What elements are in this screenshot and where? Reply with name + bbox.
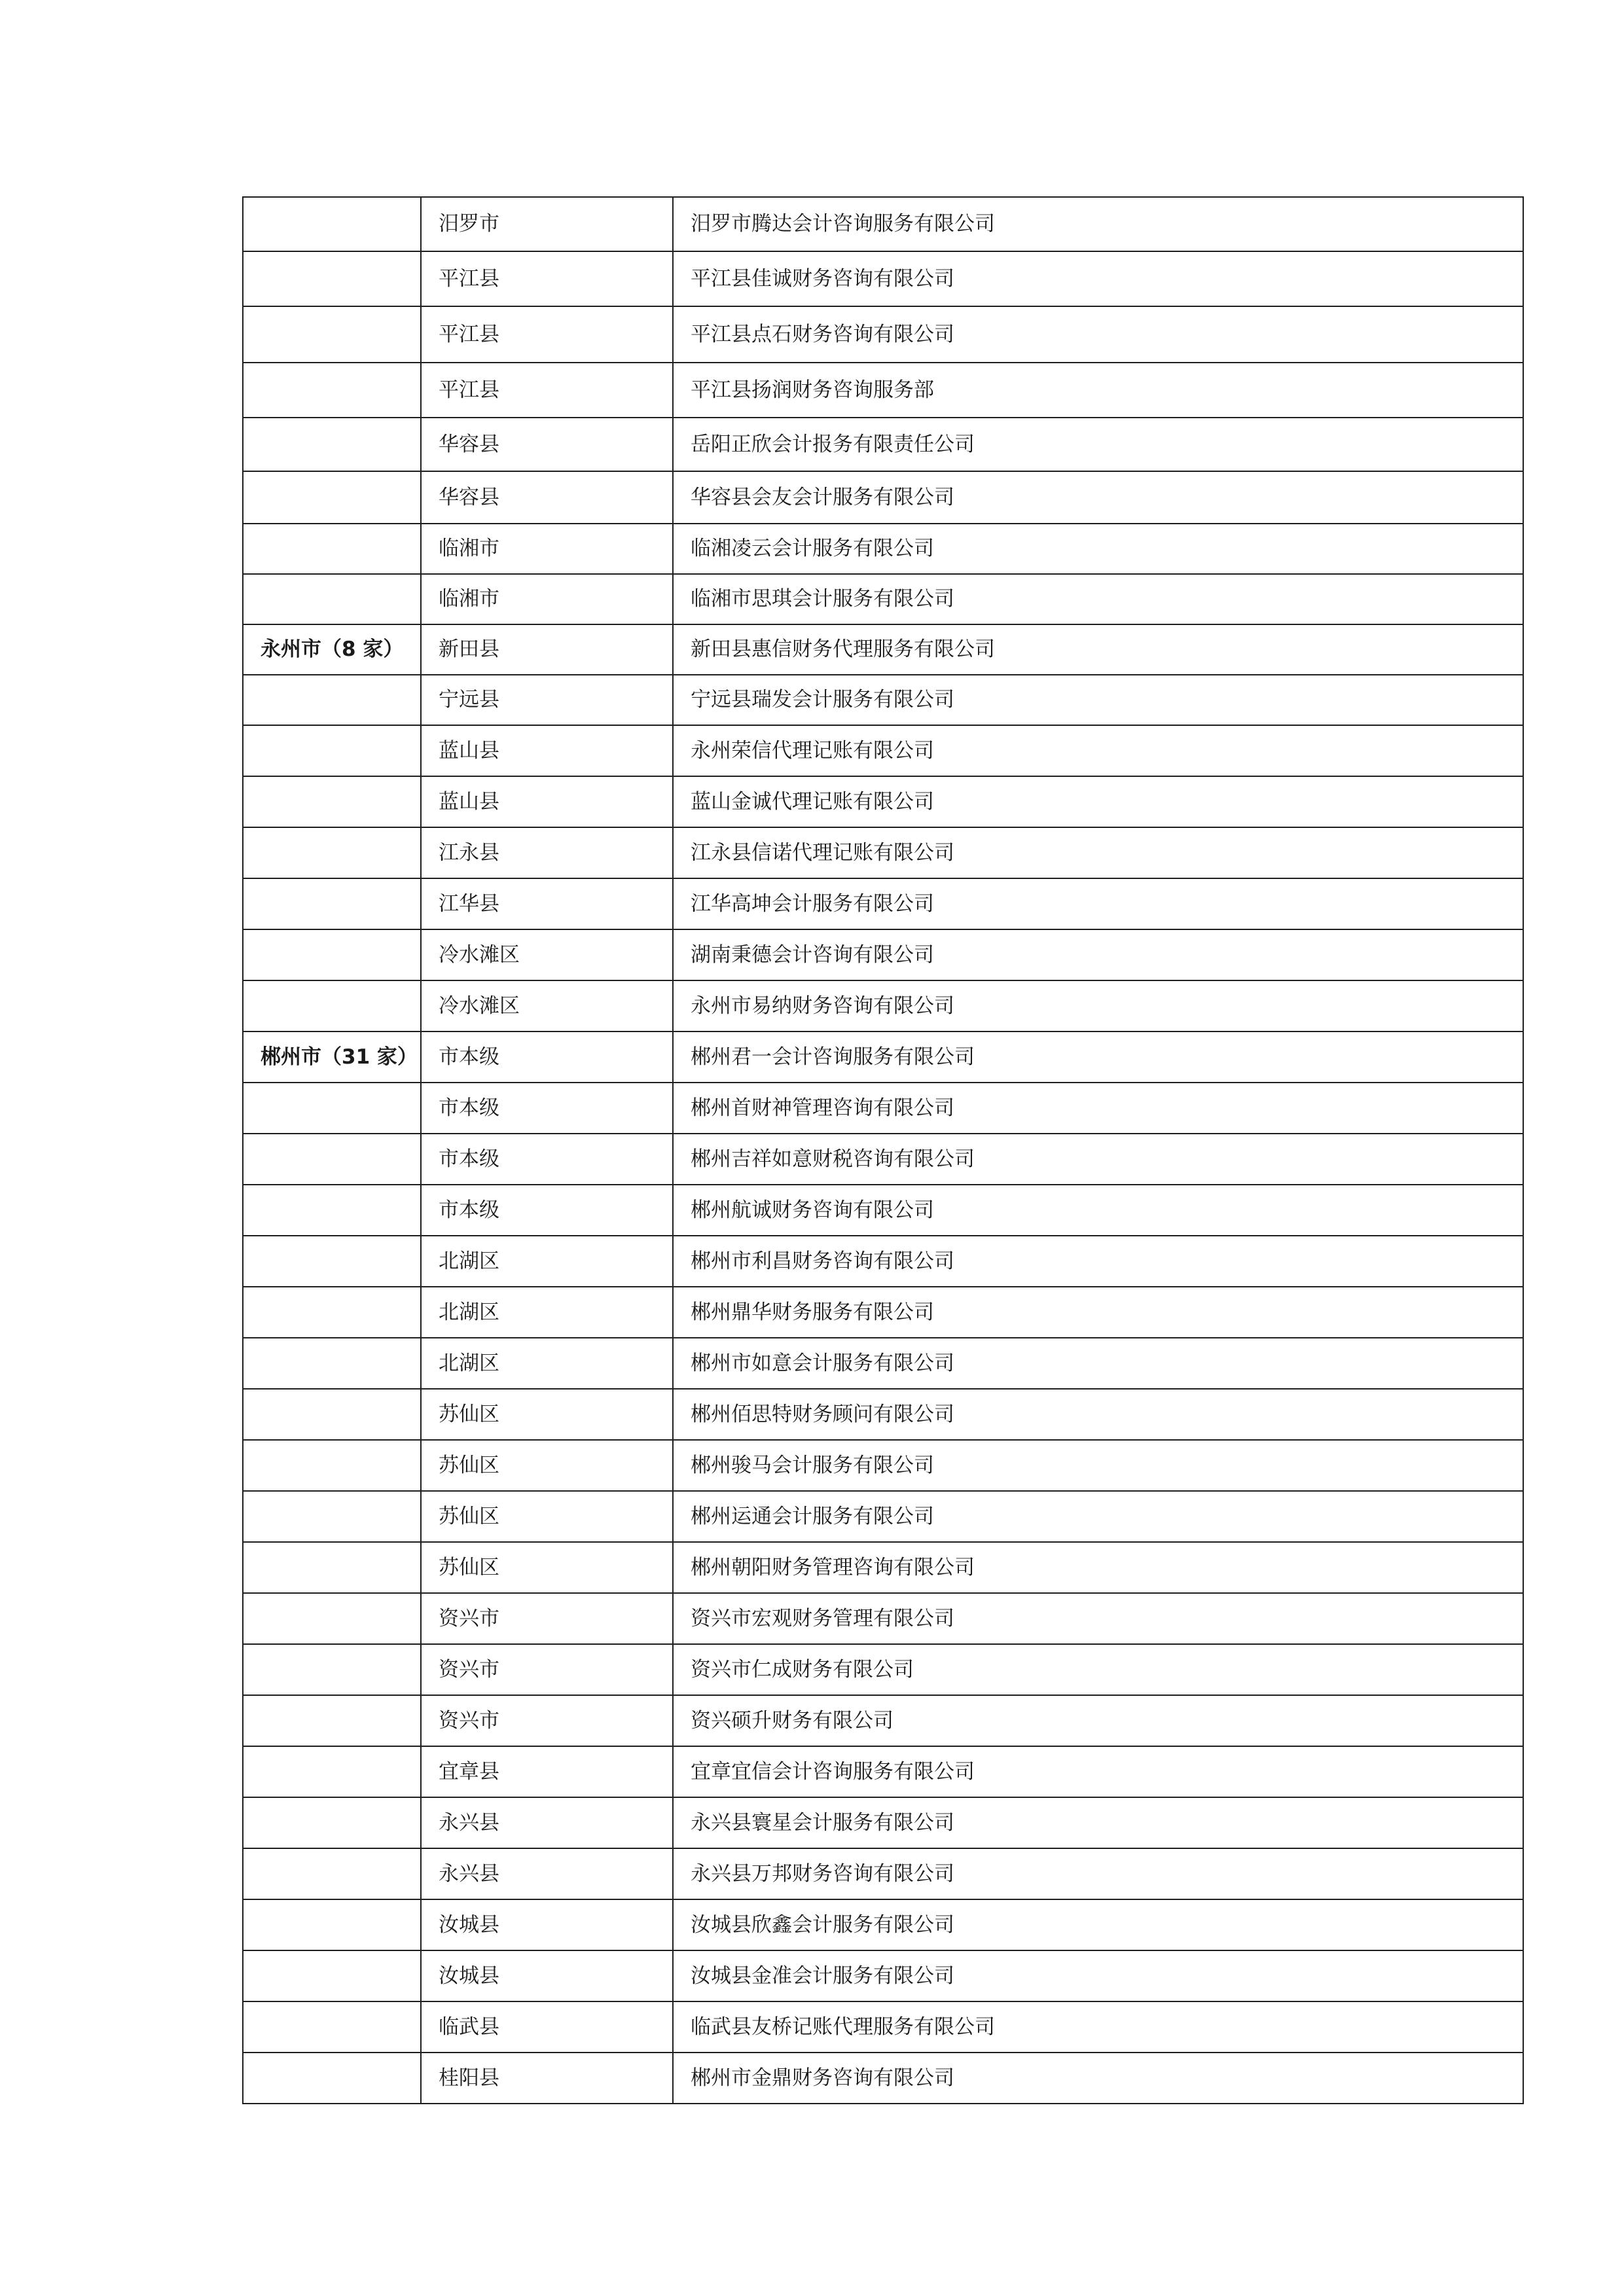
- county-cell: 临武县: [421, 2001, 673, 2053]
- company-cell: 资兴硕升财务有限公司: [673, 1695, 1523, 1746]
- county-cell: 冷水滩区: [421, 980, 673, 1031]
- county-cell: 苏仙区: [421, 1389, 673, 1440]
- city-cell: [243, 1338, 421, 1389]
- table-row: [243, 1287, 1523, 1338]
- table-row: [243, 1899, 1523, 1950]
- city-cell: [243, 1797, 421, 1848]
- company-cell: 汝城县欣鑫会计服务有限公司: [673, 1899, 1523, 1950]
- company-cell: 郴州鼎华财务服务有限公司: [673, 1287, 1523, 1338]
- county-cell: 永兴县: [421, 1797, 673, 1848]
- county-cell: 市本级: [421, 1185, 673, 1236]
- city-cell: [243, 878, 421, 929]
- county-cell: 蓝山县: [421, 776, 673, 827]
- county-cell: 永兴县: [421, 1848, 673, 1899]
- table-row: [243, 1134, 1523, 1185]
- county-cell: 北湖区: [421, 1236, 673, 1287]
- city-cell: [243, 675, 421, 725]
- table-row: [243, 1644, 1523, 1695]
- company-cell: 岳阳正欣会计报务有限责任公司: [673, 418, 1523, 471]
- county-cell: 宜章县: [421, 1746, 673, 1797]
- table-row: [243, 1695, 1523, 1746]
- city-cell: [243, 929, 421, 980]
- county-cell: 蓝山县: [421, 725, 673, 776]
- table-row: [243, 1542, 1523, 1593]
- table-row: [243, 1083, 1523, 1134]
- company-cell: 平江县点石财务咨询有限公司: [673, 306, 1523, 363]
- table-row: [243, 2001, 1523, 2053]
- county-cell: 桂阳县: [421, 2053, 673, 2104]
- table-row: [243, 1389, 1523, 1440]
- city-cell: [243, 1644, 421, 1695]
- city-cell: [243, 574, 421, 624]
- table-row: [243, 306, 1523, 363]
- city-cell: [243, 1593, 421, 1644]
- table-row: [243, 675, 1523, 725]
- company-cell: 湖南秉德会计咨询有限公司: [673, 929, 1523, 980]
- company-cell: 永兴县万邦财务咨询有限公司: [673, 1848, 1523, 1899]
- city-cell: [243, 725, 421, 776]
- company-cell: 郴州市利昌财务咨询有限公司: [673, 1236, 1523, 1287]
- company-cell: 平江县佳诚财务咨询有限公司: [673, 251, 1523, 306]
- table-row: [243, 980, 1523, 1031]
- county-cell: 新田县: [421, 624, 673, 675]
- county-cell: 市本级: [421, 1134, 673, 1185]
- company-cell: 郴州吉祥如意财税咨询有限公司: [673, 1134, 1523, 1185]
- city-cell: [243, 1542, 421, 1593]
- company-cell: 临湘凌云会计服务有限公司: [673, 524, 1523, 574]
- company-cell: 江永县信诺代理记账有限公司: [673, 827, 1523, 878]
- city-cell: [243, 197, 421, 251]
- city-cell: [243, 1746, 421, 1797]
- document-page: [242, 196, 1523, 2104]
- company-cell: 郴州君一会计咨询服务有限公司: [673, 1031, 1523, 1083]
- city-cell: [243, 1389, 421, 1440]
- county-cell: 市本级: [421, 1083, 673, 1134]
- table-row: [243, 363, 1523, 418]
- city-cell: [243, 363, 421, 418]
- city-cell: [243, 1134, 421, 1185]
- county-cell: 汝城县: [421, 1950, 673, 2001]
- city-cell: [243, 524, 421, 574]
- county-cell: 江华县: [421, 878, 673, 929]
- company-cell: 郴州市金鼎财务咨询有限公司: [673, 2053, 1523, 2104]
- table-row: [243, 776, 1523, 827]
- table-row: [243, 197, 1523, 251]
- company-cell: 郴州航诚财务咨询有限公司: [673, 1185, 1523, 1236]
- table-row: [243, 1848, 1523, 1899]
- city-cell: [243, 251, 421, 306]
- table-row: [243, 1338, 1523, 1389]
- city-cell: [243, 1287, 421, 1338]
- city-cell: [243, 1185, 421, 1236]
- county-cell: 苏仙区: [421, 1440, 673, 1491]
- county-cell: 平江县: [421, 306, 673, 363]
- company-cell: 汝城县金准会计服务有限公司: [673, 1950, 1523, 2001]
- table-row: [243, 929, 1523, 980]
- county-cell: 资兴市: [421, 1695, 673, 1746]
- company-cell: 郴州骏马会计服务有限公司: [673, 1440, 1523, 1491]
- county-cell: 资兴市: [421, 1593, 673, 1644]
- county-cell: 临湘市: [421, 574, 673, 624]
- company-cell: 郴州佰思特财务顾问有限公司: [673, 1389, 1523, 1440]
- table-row: [243, 1491, 1523, 1542]
- table-row: [243, 1950, 1523, 2001]
- company-cell: 汨罗市腾达会计咨询服务有限公司: [673, 197, 1523, 251]
- county-cell: 苏仙区: [421, 1542, 673, 1593]
- county-cell: 汨罗市: [421, 197, 673, 251]
- county-cell: 平江县: [421, 363, 673, 418]
- company-cell: 宁远县瑞发会计服务有限公司: [673, 675, 1523, 725]
- company-cell: 资兴市仁成财务有限公司: [673, 1644, 1523, 1695]
- city-cell: 郴州市（31 家）: [243, 1031, 421, 1083]
- table-row: [243, 1440, 1523, 1491]
- company-cell: 新田县惠信财务代理服务有限公司: [673, 624, 1523, 675]
- company-cell: 平江县扬润财务咨询服务部: [673, 363, 1523, 418]
- county-cell: 江永县: [421, 827, 673, 878]
- county-cell: 冷水滩区: [421, 929, 673, 980]
- county-cell: 平江县: [421, 251, 673, 306]
- city-cell: [243, 471, 421, 524]
- company-cell: 郴州市如意会计服务有限公司: [673, 1338, 1523, 1389]
- table-row: [243, 1236, 1523, 1287]
- table-row: [243, 878, 1523, 929]
- city-cell: [243, 2053, 421, 2104]
- city-cell: [243, 2001, 421, 2053]
- city-cell: [243, 1899, 421, 1950]
- table-row: [243, 471, 1523, 524]
- table-row: [243, 725, 1523, 776]
- company-cell: 永州荣信代理记账有限公司: [673, 725, 1523, 776]
- company-cell: 永兴县寰星会计服务有限公司: [673, 1797, 1523, 1848]
- county-cell: 市本级: [421, 1031, 673, 1083]
- company-cell: 临湘市思琪会计服务有限公司: [673, 574, 1523, 624]
- table-row: [243, 624, 1523, 675]
- company-cell: 华容县会友会计服务有限公司: [673, 471, 1523, 524]
- city-cell: [243, 1848, 421, 1899]
- city-cell: [243, 1695, 421, 1746]
- company-cell: 郴州运通会计服务有限公司: [673, 1491, 1523, 1542]
- city-cell: [243, 418, 421, 471]
- city-cell: [243, 1083, 421, 1134]
- agency-table-body: [243, 197, 1523, 2104]
- county-cell: 华容县: [421, 418, 673, 471]
- city-cell: [243, 1236, 421, 1287]
- county-cell: 苏仙区: [421, 1491, 673, 1542]
- table-row: [243, 524, 1523, 574]
- county-cell: 汝城县: [421, 1899, 673, 1950]
- county-cell: 资兴市: [421, 1644, 673, 1695]
- table-row: [243, 1797, 1523, 1848]
- city-cell: [243, 1950, 421, 2001]
- county-cell: 临湘市: [421, 524, 673, 574]
- city-cell: [243, 776, 421, 827]
- county-cell: 华容县: [421, 471, 673, 524]
- company-cell: 临武县友桥记账代理服务有限公司: [673, 2001, 1523, 2053]
- company-cell: 资兴市宏观财务管理有限公司: [673, 1593, 1523, 1644]
- agency-table: [242, 196, 1524, 2104]
- city-cell: [243, 306, 421, 363]
- table-row: [243, 1185, 1523, 1236]
- city-cell: [243, 1440, 421, 1491]
- table-row: [243, 2053, 1523, 2104]
- city-cell: [243, 827, 421, 878]
- table-row: [243, 574, 1523, 624]
- city-cell: [243, 1491, 421, 1542]
- table-row: [243, 1593, 1523, 1644]
- company-cell: 宜章宜信会计咨询服务有限公司: [673, 1746, 1523, 1797]
- city-cell: [243, 980, 421, 1031]
- company-cell: 江华高坤会计服务有限公司: [673, 878, 1523, 929]
- company-cell: 郴州首财神管理咨询有限公司: [673, 1083, 1523, 1134]
- city-cell: 永州市（8 家）: [243, 624, 421, 675]
- table-row: [243, 418, 1523, 471]
- county-cell: 北湖区: [421, 1338, 673, 1389]
- table-row: [243, 1746, 1523, 1797]
- company-cell: 蓝山金诚代理记账有限公司: [673, 776, 1523, 827]
- county-cell: 宁远县: [421, 675, 673, 725]
- table-row: [243, 1031, 1523, 1083]
- company-cell: 郴州朝阳财务管理咨询有限公司: [673, 1542, 1523, 1593]
- county-cell: 北湖区: [421, 1287, 673, 1338]
- table-row: [243, 827, 1523, 878]
- table-row: [243, 251, 1523, 306]
- company-cell: 永州市易纳财务咨询有限公司: [673, 980, 1523, 1031]
